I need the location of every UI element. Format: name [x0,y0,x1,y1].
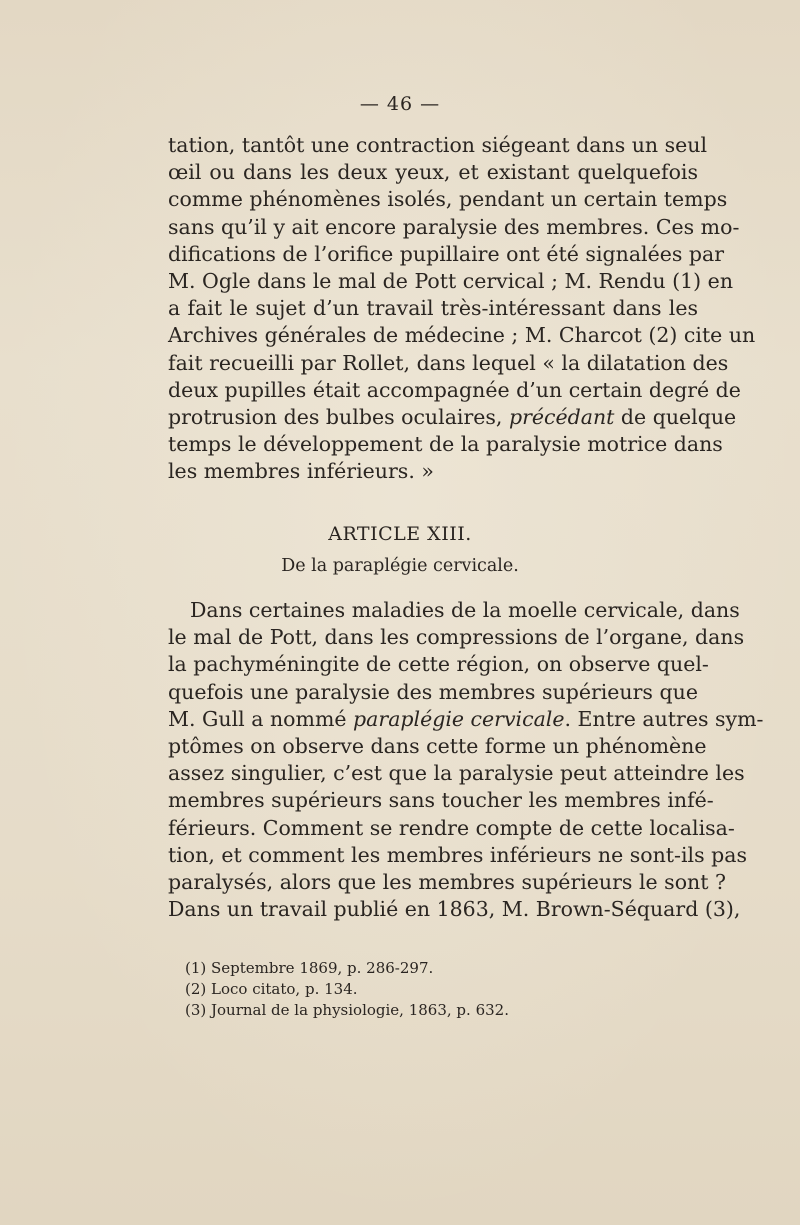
footnote: (1) Septembre 1869, p. 286-297. [185,959,434,977]
text-line: sans qu’il y ait encore paralysie des membres. Ces mo- [168,214,740,239]
text-line: paralysés, alors que les membres supérieurs le sont ? [168,869,726,894]
text-line: les membres inférieurs. » [168,459,434,484]
page-number: — 46 — [359,93,441,115]
paragraph-continuation [168,132,756,485]
footnote: (3) Journal de la physiologie, 1863, p. 632. [185,1001,509,1019]
text-line: a fait le sujet d’un travail très-intéressant dans les [168,296,698,321]
text-line: tion, et comment les membres inférieurs ne sont-ils pas [168,842,747,867]
article-subheading: De la paraplégie cervicale. [281,556,519,576]
paragraph-paraplegie-cervicale [168,597,764,923]
text-line: comme phénomènes isolés, pendant un certain temps [168,187,728,212]
text-line: M. Ogle dans le mal de Pott cervical ; M. Rendu (1) en [168,268,734,293]
text-line: Archives générales de médecine ; M. Charcot (2) cite un [168,323,756,348]
text-line: férieurs. Comment se rendre compte de cette localisa- [168,815,735,840]
text-segment: de quelque [614,404,737,429]
text-line: quefois une paralysie des membres supérieurs que [168,679,698,704]
text-segment: M. Gull a nommé [168,706,354,731]
text-line: Dans certaines maladies de la moelle cervicale, dans [190,598,740,622]
text-line-with-italic [168,706,764,733]
text-line: œil ou dans les deux yeux, et existant quelquefois [168,160,698,185]
text-line: membres supérieurs sans toucher les membres infé- [168,788,714,813]
text-line: tation, tantôt une contraction siégeant dans un seul [168,133,708,157]
text-line-with-italic [168,404,737,431]
footnotes [185,958,685,1021]
text-line: temps le développement de la paralysie motrice dans [168,432,723,457]
text-line: le mal de Pott, dans les compressions de l’organe, dans [168,625,745,650]
italic-term: paraplégie cervicale [353,706,565,731]
text-line: ptômes on observe dans cette forme un phénomène [168,733,707,758]
text-line: difications de l’orifice pupillaire ont été signalées par [168,241,725,266]
text-line: deux pupilles était accompagnée d’un certain degré de [168,377,741,402]
italic-term: précédant [508,404,615,429]
text-segment: . Entre autres sym- [564,706,764,731]
article-heading: ARTICLE XIII. [328,523,472,545]
text-line: Dans un travail publié en 1863, M. Brown-Séquard (3), [168,897,741,922]
text-line: fait recueilli par Rollet, dans lequel « la dilatation des [168,350,729,375]
text-segment: protrusion des bulbes oculaires, [168,404,509,429]
footnote: (2) Loco citato, p. 134. [185,980,358,998]
text-line: assez singulier, c’est que la paralysie peut atteindre les [168,761,745,786]
text-line: la pachyméningite de cette région, on observe quel- [168,652,709,677]
